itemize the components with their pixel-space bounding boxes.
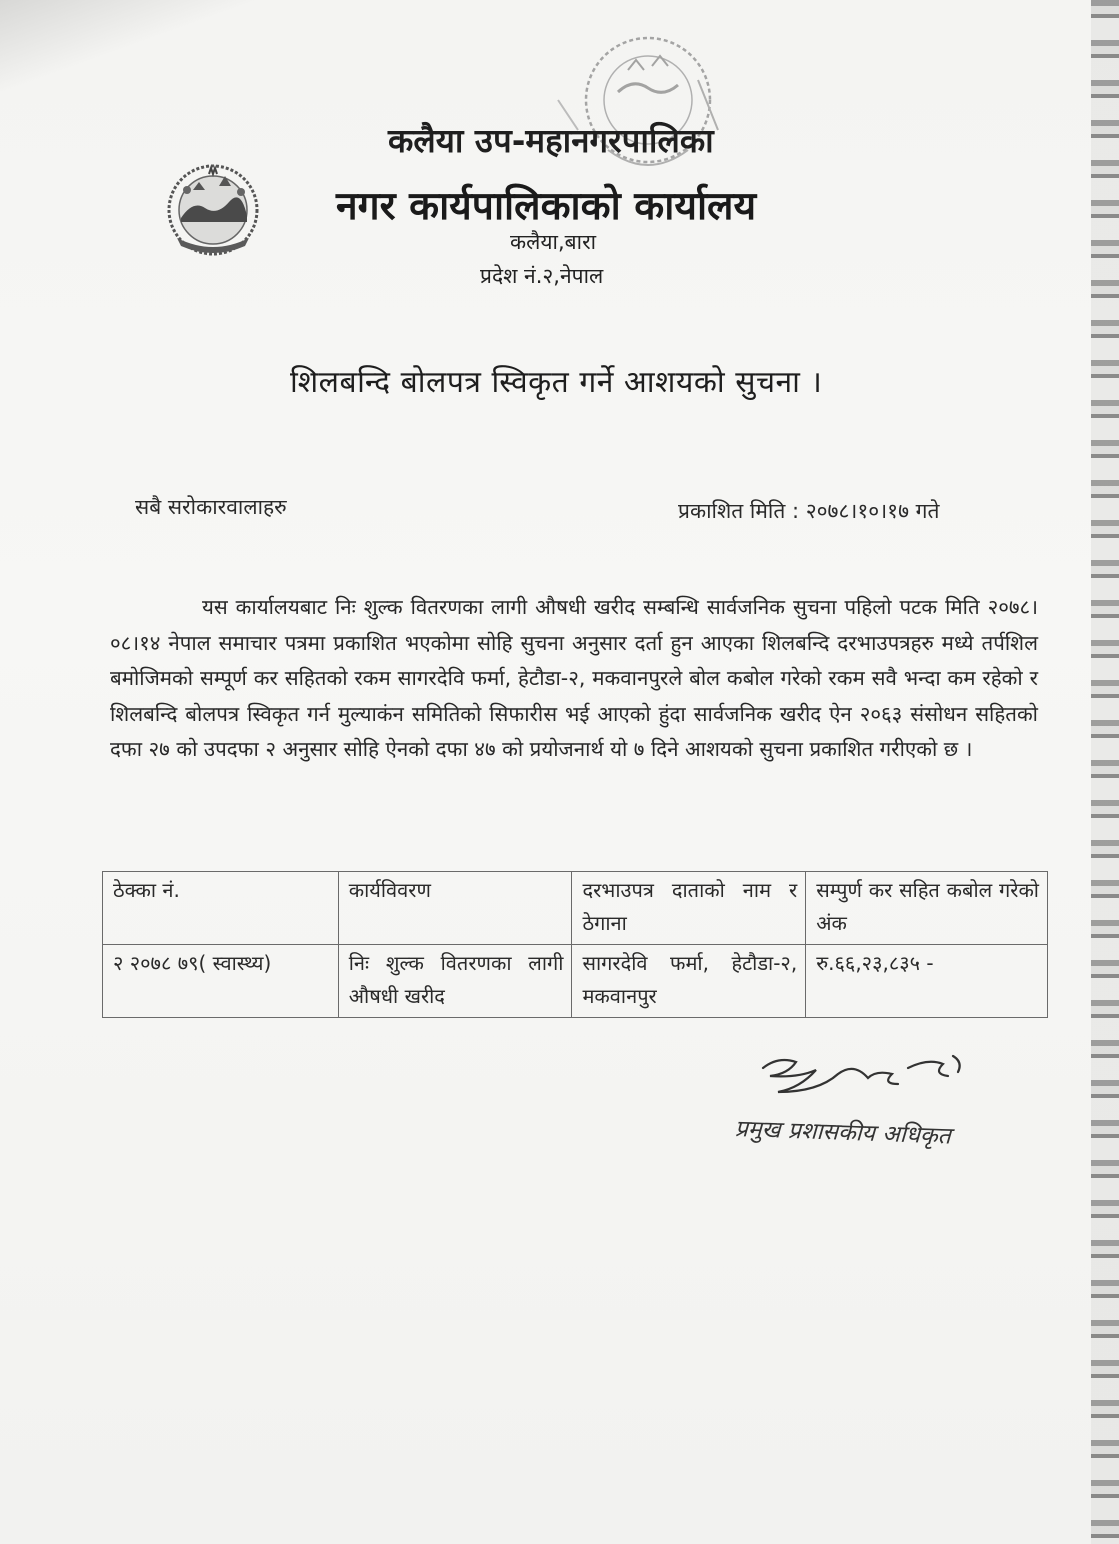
cell-bidder: सागरदेवि फर्मा, हेटौडा-२, मकवानपुर — [572, 945, 806, 1018]
office-location: कलैया,बारा — [510, 230, 597, 254]
header-contract-no: ठेक्का नं. — [103, 872, 339, 945]
notice-body-text: यस कार्यालयबाट निः शुल्क वितरणका लागी औषधी खरीद सम्बन्धि सार्वजनिक सुचना पहिलो पटक मिति २०७८।०८।१४ नेपाल समाचार पत्रमा प्रकाशित भएकोमा सोहि सुचना अनुसार दर्ता हुन आएका शिलबन्दि दरभाउपत्रहरु मध्ये तर्पशिल बमोजिमको सम्पूर्ण कर सहितको रकम सागरदेवि फर्मा, हेटौडा-२, मकवानपुरले बोल कबोल गरेको रकम सवै भन्दा कम रहेको र शिलबन्दि बोलपत्र स्विकृत गर्न मुल्याकंन समितिको सिफारीस भई आएको हुंदा सार्वजनिक खरीद ऐन २०६३ संसोधन सहितको दफा २७ को उपदफा २ अनुसार सोहि ऐनको दफा ४७ को प्रयोजनार्थ यो ७ दिने आशयको सुचना प्रकाशित गरीएको छ । — [110, 595, 1038, 761]
notice-body — [110, 590, 1038, 768]
nepal-emblem-icon — [163, 160, 263, 260]
cell-description: निः शुल्क वितरणका लागी औषधी खरीद — [338, 945, 572, 1018]
cell-amount: रु.६६,२३,८३५ - — [806, 945, 1048, 1018]
published-date: प्रकाशित मिति : २०७८।१०।१७ गते — [678, 499, 940, 523]
officer-designation: प्रमुख प्रशासकीय अधिकृत — [734, 1116, 952, 1150]
addressee: सबै सरोकारवालाहरु — [135, 495, 287, 519]
signature-mark — [758, 1048, 968, 1103]
notice-title: शिलबन्दि बोलपत्र स्विकृत गर्ने आशयको सुचना । — [290, 365, 823, 400]
bid-table — [102, 871, 1048, 1018]
header-description: कार्यविवरण — [338, 872, 572, 945]
municipality-name: कलैया उप-महानगरपालिका — [388, 121, 714, 160]
table-row — [103, 945, 1048, 1018]
office-name: नगर कार्यपालिकाको कार्यालय — [336, 184, 757, 229]
table-header-row — [103, 872, 1048, 945]
page-edge-shadow — [1091, 0, 1119, 1544]
office-province: प्रदेश नं.२,नेपाल — [480, 264, 604, 288]
cell-contract-no: २ २०७८ ७९( स्वास्थ्य) — [103, 945, 339, 1018]
header-amount: सम्पुर्ण कर सहित कबोल गरेको अंक — [806, 872, 1048, 945]
header-bidder: दरभाउपत्र दाताको नाम र ठेगाना — [572, 872, 806, 945]
